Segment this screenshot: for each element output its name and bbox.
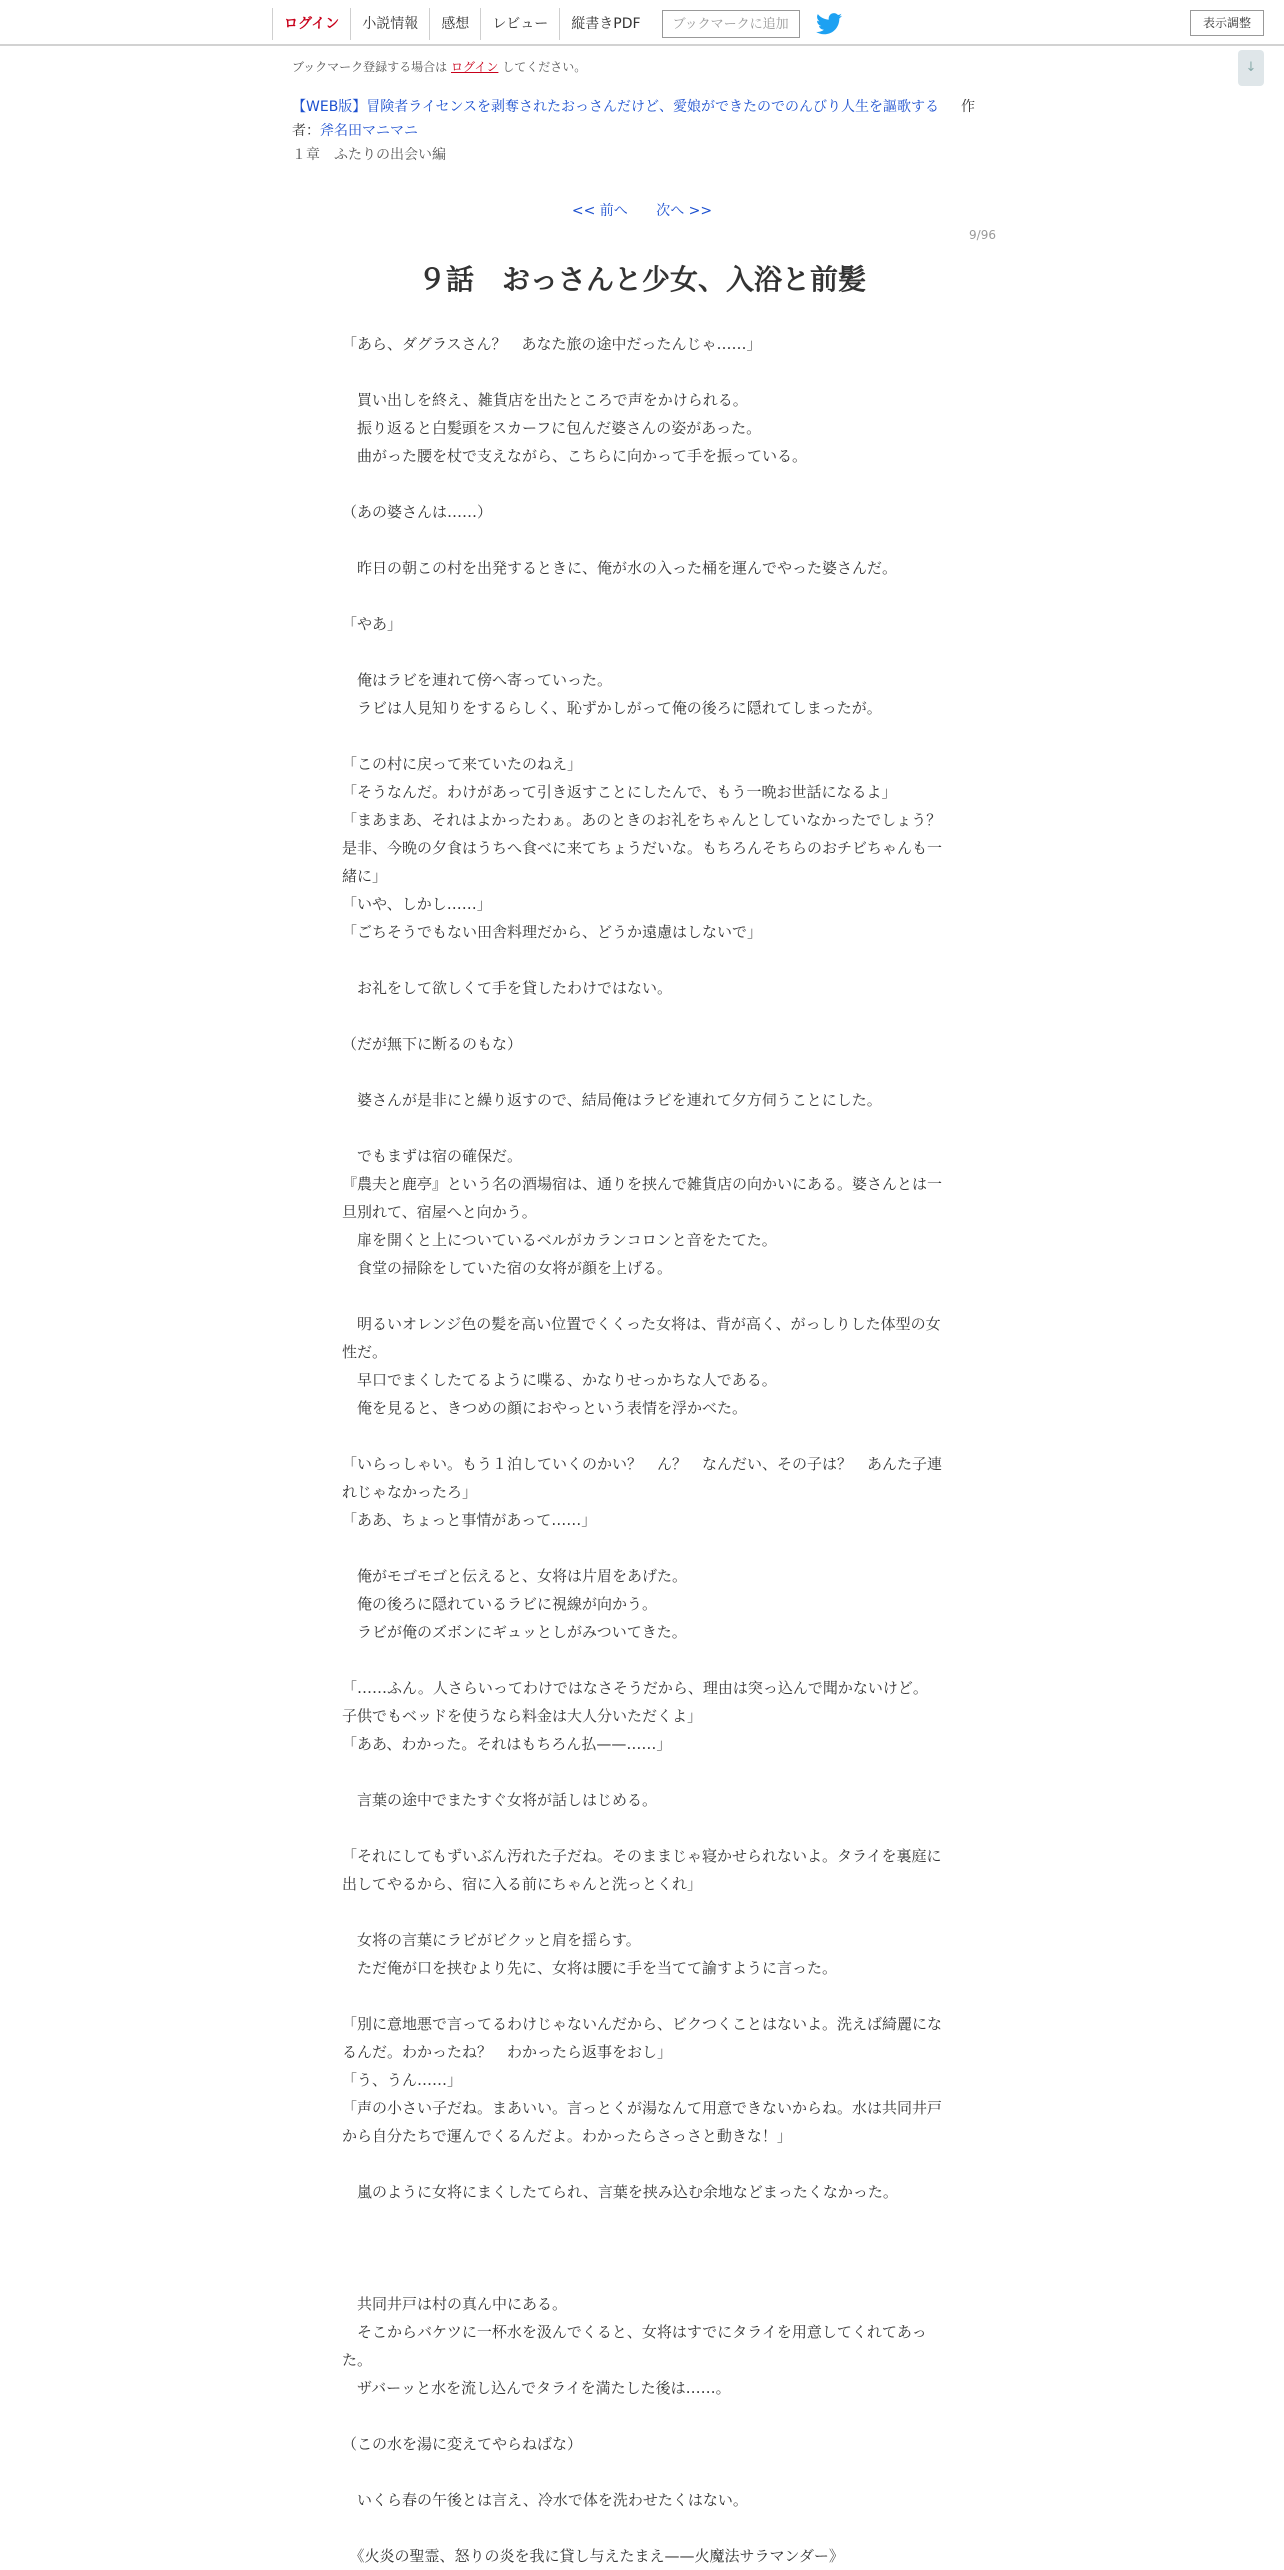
- body-text-line: 女将の言葉にラビがビクッと肩を揺らす。: [342, 1931, 641, 1949]
- body-text-line: [342, 638, 942, 666]
- body-text-line: いくら春の午後とは言え、冷水で体を洗わせたくはない。: [342, 2491, 748, 2509]
- body-text-line: [342, 1422, 942, 1450]
- novel-header: [292, 58, 992, 167]
- body-text-line: 俺を見ると、きつめの顔におやっという表情を浮かべた。: [342, 1399, 748, 1417]
- body-text-line: （だが無下に断るのもな）: [342, 1035, 523, 1053]
- bookmark-notice-after: してください。: [502, 60, 587, 74]
- body-text-line: 言葉の途中でまたすぐ女将が話しはじめる。: [342, 1791, 658, 1809]
- body-text-line: 嵐のように女将にまくしたてられ、言葉を挟み込む余地などまったくなかった。: [342, 2183, 898, 2201]
- body-text-line: ただ俺が口を挟むより先に、女将は腰に手を当てて諭すように言った。: [342, 1959, 838, 1977]
- novel-title-link[interactable]: 【WEB版】冒険者ライセンスを剥奪されたおっさんだけど、愛娘ができたのでのんびり人生を謳歌する: [292, 99, 940, 115]
- top-navigation-bar: [0, 0, 1284, 46]
- body-text-line: [342, 358, 942, 386]
- bookmark-notice-before: ブックマーク登録する場合は: [292, 60, 448, 74]
- body-text-line: [342, 2262, 942, 2290]
- body-text-line: 婆さんが是非にと繰り返すので、結局俺はラビを連れて夕方伺うことにした。: [342, 1091, 882, 1109]
- body-text-line: 「あら、ダグラスさん？ あなた旅の途中だったんじゃ……」: [342, 335, 762, 353]
- body-text-line: 昨日の朝この村を出発するときに、俺が水の入った桶を運んでやった婆さんだ。: [342, 559, 898, 577]
- body-text-line: [342, 2150, 942, 2178]
- body-text-line: [342, 1282, 942, 1310]
- body-text-line: 『農夫と鹿亭』という名の酒場宿は、通りを挟んで雑貨店の向かいにある。婆さんとは一旦別れて、宿屋へと向かう。: [342, 1175, 943, 1221]
- nav-login[interactable]: ログイン: [272, 8, 350, 40]
- body-text-line: [342, 2514, 942, 2542]
- body-text-line: 「いや、しかし……」: [342, 895, 492, 913]
- body-text-line: 扉を開くと上についているベルがカランコロンと音をたてた。: [342, 1231, 777, 1249]
- body-text-line: [342, 2402, 942, 2430]
- body-text-line: 「う、うん……」: [342, 2071, 463, 2089]
- body-text-line: 「別に意地悪で言ってるわけじゃないんだから、ビクつくことはないよ。洗えば綺麗になるんだ。わかったね？ わかったら返事をおし」: [342, 2015, 943, 2061]
- body-text-line: ラビが俺のズボンにギュッとしがみついてきた。: [342, 1623, 687, 1641]
- body-text-line: 「まあまあ、それはよかったわぁ。あのときのお礼をちゃんとしていなかったでしょう？ 是非、今晩の夕食はうちへ食べに来てちょうだいな。もちろんそちらのおチビちゃんも一緒に」: [342, 811, 957, 885]
- body-text-line: [342, 2458, 942, 2486]
- nav-novel-info[interactable]: 小説情報: [350, 8, 429, 40]
- page-down-button[interactable]: ↓: [1238, 50, 1264, 86]
- body-text-line: 「それにしてもずいぶん汚れた子だね。そのままじゃ寝かせられないよ。タライを裏庭に出してやるから、宿に入る前にちゃんと洗っとくれ」: [342, 1847, 942, 1893]
- twitter-icon[interactable]: [816, 13, 842, 35]
- body-text-line: [342, 1114, 942, 1142]
- body-text-line: [342, 582, 942, 610]
- body-text-line: [342, 1758, 942, 1786]
- bookmark-add-button[interactable]: ブックマークに追加: [662, 10, 800, 38]
- body-text-line: 「いらっしゃい。もう１泊していくのかい？ ん？ なんだい、その子は？ あんた子連れじゃなかったろ」: [342, 1455, 943, 1501]
- author-label-suffix: 作: [961, 99, 976, 115]
- nav-impressions[interactable]: 感想: [429, 8, 480, 40]
- body-text-line: [342, 2206, 942, 2234]
- body-text-line: [342, 1646, 942, 1674]
- chapter-name: １章 ふたりの出会い編: [292, 147, 446, 163]
- episode-body: [342, 330, 957, 2570]
- body-text-line: 「この村に戻って来ていたのねえ」: [342, 755, 583, 773]
- body-text-line: 早口でまくしたてるように喋る、かなりせっかちな人である。: [342, 1371, 777, 1389]
- body-text-line: 俺がモゴモゴと伝えると、女将は片眉をあげた。: [342, 1567, 688, 1585]
- body-text-line: [342, 1058, 942, 1086]
- body-text-line: 明るいオレンジ色の髪を高い位置でくくった女将は、背が高く、がっしりした体型の女性だ。: [342, 1315, 941, 1361]
- body-text-line: 振り返ると白髪頭をスカーフに包んだ婆さんの姿があった。: [342, 419, 762, 437]
- body-text-line: 「ごちそうでもない田舎料理だから、どうか遠慮はしないで」: [342, 923, 763, 941]
- body-text-line: [342, 470, 942, 498]
- body-text-line: （この水を湯に変えてやらねばな）: [342, 2435, 583, 2453]
- body-text-line: （あの婆さんは……）: [342, 503, 493, 521]
- author-name-link[interactable]: 斧名田マニマニ: [320, 123, 418, 139]
- body-text-line: 俺の後ろに隠れているラビに視線が向かう。: [342, 1595, 658, 1613]
- episode-pager: [0, 200, 1284, 220]
- body-text-line: 「声の小さい子だね。まあいい。言っとくが湯なんて用意できないからね。水は共同井戸から自分たちで運んでくるんだよ。わかったらさっさと動きな！」: [342, 2099, 943, 2145]
- body-text-line: [342, 1898, 942, 1926]
- body-text-line: 共同井戸は村の真ん中にある。: [342, 2295, 568, 2313]
- display-settings-button[interactable]: 表示調整: [1190, 10, 1264, 36]
- bookmark-notice-login-link[interactable]: ログイン: [451, 60, 499, 74]
- body-text-line: [342, 946, 942, 974]
- body-text-line: 「ああ、ちょっと事情があって……」: [342, 1511, 597, 1529]
- episode-title: ９話 おっさんと少女、入浴と前髪: [417, 263, 866, 296]
- body-text-line: 「ああ、わかった。それはもちろん払——……」: [342, 1735, 672, 1753]
- body-text-line: [342, 2234, 942, 2262]
- body-text-line: でもまずは宿の確保だ。: [342, 1147, 523, 1165]
- novel-title-line: [292, 95, 992, 143]
- body-text-line: 「やあ」: [342, 615, 403, 633]
- body-text-line: 「……ふん。人さらいってわけではなさそうだから、理由は突っ込んで聞かないけど。子供でもベッドを使うなら料金は大人分いただくよ」: [342, 1679, 928, 1725]
- nav-review[interactable]: レビュー: [480, 8, 559, 40]
- prev-episode-link[interactable]: << 前へ: [571, 203, 628, 219]
- next-episode-link[interactable]: 次へ >>: [656, 203, 713, 219]
- nav-list: [272, 8, 842, 40]
- body-text-line: 買い出しを終え、雑貨店を出たところで声をかけられる。: [342, 391, 748, 409]
- bookmark-notice: [292, 58, 992, 75]
- body-text-line: ザバーッと水を流し込んでタライを満たした後は……。: [342, 2379, 731, 2397]
- body-text-line: [342, 1982, 942, 2010]
- body-text-line: 「そうなんだ。わけがあって引き返すことにしたんで、もう一晩お世話になるよ」: [342, 783, 897, 801]
- body-text-line: [342, 526, 942, 554]
- body-text-line: ラビは人見知りをするらしく、恥ずかしがって俺の後ろに隠れてしまったが。: [342, 699, 882, 717]
- body-text-line: [342, 1814, 942, 1842]
- episode-count: 9/96: [969, 228, 996, 242]
- body-text-line: 食堂の掃除をしていた宿の女将が顔を上げる。: [342, 1259, 673, 1277]
- body-text-line: [342, 1002, 942, 1030]
- body-text-line: そこからバケツに一杯水を汲んでくると、女将はすでにタライを用意してくれてあった。: [342, 2323, 927, 2369]
- body-text-line: 俺はラビを連れて傍へ寄っていった。: [342, 671, 613, 689]
- body-text-line: お礼をして欲しくて手を貸したわけではない。: [342, 979, 673, 997]
- body-text-line: [342, 1534, 942, 1562]
- body-text-line: 《火炎の聖霊、怒りの炎を我に貸し与えたまえ——火魔法サラマンダー》: [342, 2547, 844, 2565]
- nav-vertical-pdf[interactable]: 縦書きPDF: [559, 8, 651, 40]
- body-text-line: [342, 722, 942, 750]
- body-text-line: 曲がった腰を杖で支えながら、こちらに向かって手を振っている。: [342, 447, 808, 465]
- author-label-prefix: 者：: [292, 123, 320, 139]
